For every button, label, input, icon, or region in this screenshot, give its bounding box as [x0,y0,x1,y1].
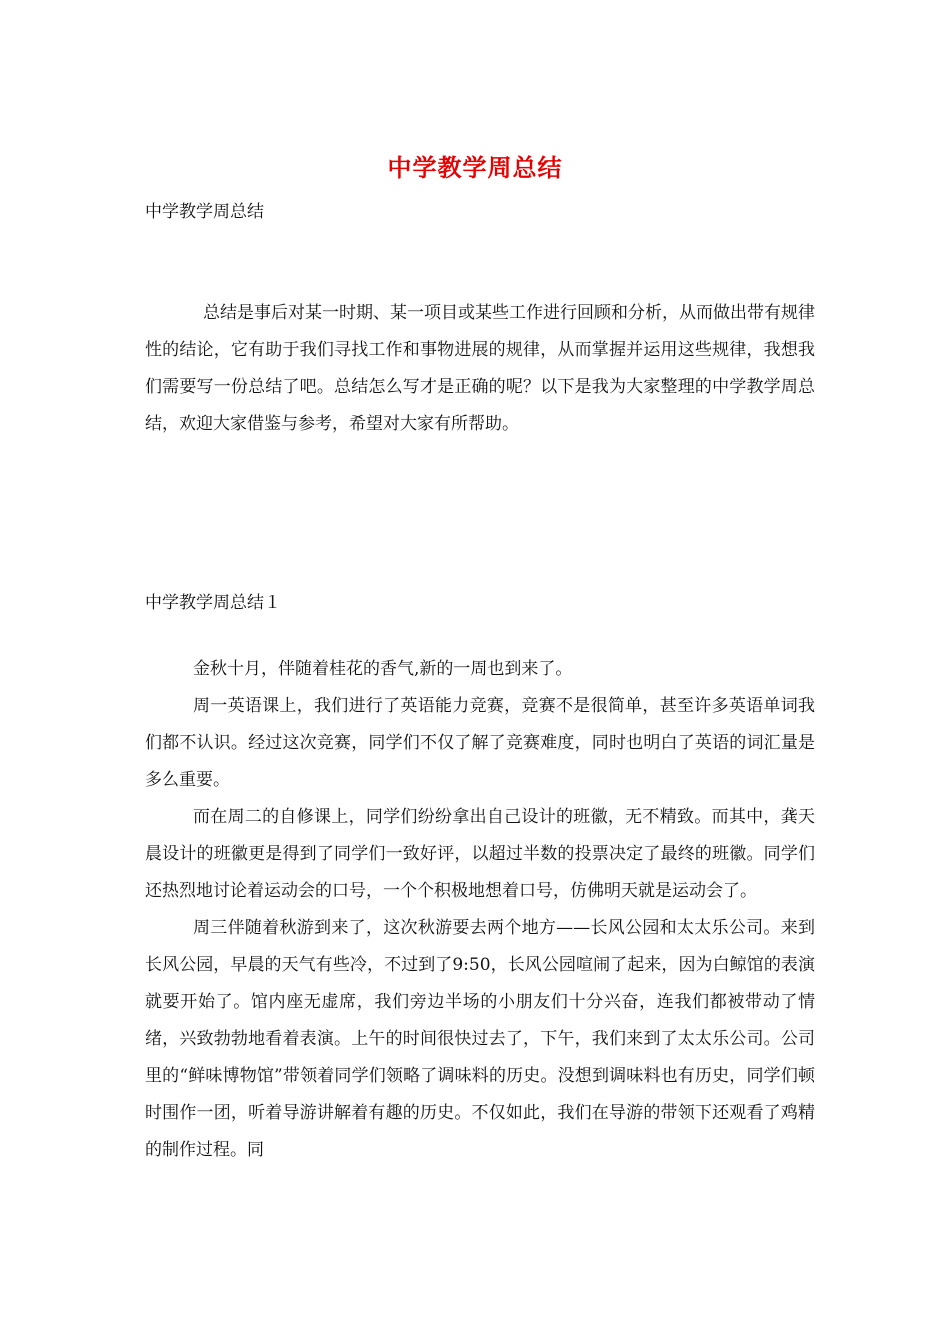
section-body [145,651,815,1169]
body-paragraph: 周一英语课上，我们进行了英语能力竞赛，竞赛不是很简单，甚至许多英语单词我们都不认识。经过这次竞赛，同学们不仅了解了竞赛难度，同时也明白了英语的词汇量是多么重要。 [145,696,815,790]
document-subtitle: 中学教学周总结 [145,202,264,222]
section-heading: 中学教学周总结１ [145,593,281,613]
body-paragraph: 而在周二的自修课上，同学们纷纷拿出自己设计的班徽，无不精致。而其中，龚天晨设计的班徽更是得到了同学们一致好评，以超过半数的投票决定了最终的班徽。同学们还热烈地讨论着运动会的口号，一个个积极地想着口号，仿佛明天就是运动会了。 [145,807,815,901]
body-paragraph: 金秋十月，伴随着桂花的香气,新的一周也到来了。 [193,659,573,679]
body-paragraph: 周三伴随着秋游到来了，这次秋游要去两个地方——长风公园和太太乐公司。来到长风公园，早晨的天气有些冷，不过到了9:50，长风公园喧闹了起来，因为白鲸馆的表演就要开始了。馆内座无虚席，我们旁边半场的小朋友们十分兴奋，连我们都被带动了情绪，兴致勃勃地看着表演。上午的时间很快过去了，下午，我们来到了太太乐公司。公司里的“鲜味博物馆”带领着同学们领略了调味料的历史。没想到调味料也有历史，同学们顿时围作一团，听着导游讲解着有趣的历史。不仅如此，我们在导游的带领下还观看了鸡精的制作过程。同 [145,918,815,1160]
intro-paragraph: 总结是事后对某一时期、某一项目或某些工作进行回顾和分析，从而做出带有规律性的结论，它有助于我们寻找工作和事物进展的规律，从而掌握并运用这些规律，我想我们需要写一份总结了吧。总结怎么写才是正确的呢？以下是我为大家整理的中学教学周总结，欢迎大家借鉴与参考，希望对大家有所帮助。 [145,303,815,434]
document-title: 中学教学周总结 [387,153,563,182]
